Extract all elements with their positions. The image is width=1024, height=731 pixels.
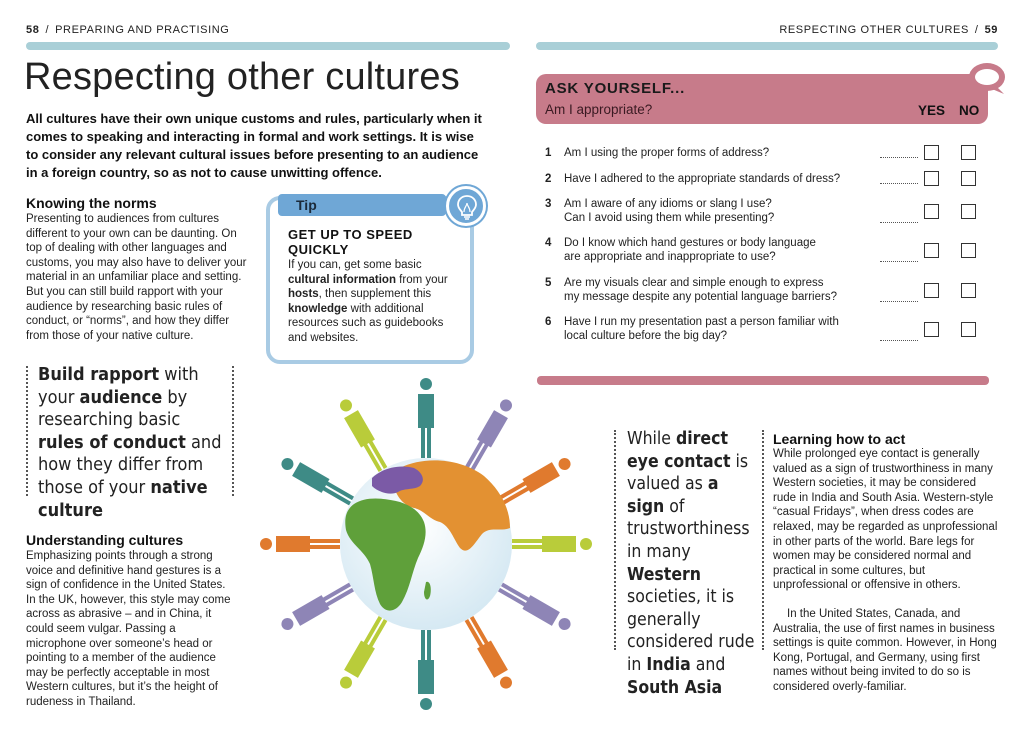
dotted-leader [880, 340, 918, 341]
intro-paragraph: All cultures have their own unique customs and rules, particularly when it comes to speaking and interacting in formal and work settings. It is wise to consider any relevant cultural issues before presenting to an audience in a foreign country, so as not to cause unwitting offence. [26, 111, 482, 180]
globe [340, 458, 512, 630]
no-checkbox[interactable] [961, 204, 976, 219]
left-section-title: PREPARING AND PRACTISING [55, 24, 230, 36]
right-running-header [779, 24, 998, 36]
lightbulb-icon [446, 186, 486, 226]
dotted-leader [880, 261, 918, 262]
no-checkbox[interactable] [961, 243, 976, 258]
question-number: 2 [545, 173, 552, 185]
dotted-leader [880, 157, 918, 158]
no-checkbox[interactable] [961, 145, 976, 160]
question-line-2: my message despite any potential language barriers? [564, 291, 837, 303]
left-header-rule [26, 42, 510, 50]
question-line-2: Can I avoid using them while presenting? [564, 212, 775, 224]
question-row [545, 236, 985, 266]
no-column-label: NO [959, 103, 980, 118]
learning-heading: Learning how to act [773, 431, 906, 447]
no-checkbox[interactable] [961, 171, 976, 186]
ask-yourself-bottom-bar [537, 376, 989, 385]
left-running-header [26, 24, 229, 36]
dotted-leader [880, 301, 918, 302]
question-line-2: local culture before the big day? [564, 330, 728, 342]
pull-quote-left: Build rapport with your audience by researching basic rules of conduct and how they differ from those of your native culture [38, 364, 222, 521]
left-page-number: 58 [26, 24, 40, 36]
question-row [545, 146, 985, 162]
quote-right-dotted-rule [614, 430, 616, 650]
dotted-leader [880, 222, 918, 223]
quote-left-dotted-rule [232, 366, 234, 496]
yes-column-label: YES [918, 103, 946, 118]
question-number: 5 [545, 277, 552, 289]
question-text [564, 197, 924, 225]
speech-bubble-icon [966, 60, 1008, 96]
ask-yourself-subtitle: Am I appropriate? [545, 102, 653, 117]
question-line-1: Am I aware of any idioms or slang I use? [564, 198, 772, 210]
yes-checkbox[interactable] [924, 204, 939, 219]
question-text [564, 315, 924, 343]
question-line-1: Am I using the proper forms of address? [564, 147, 770, 159]
question-line-1: Do I know which hand gestures or body language [564, 237, 816, 249]
slash-separator: / [974, 24, 979, 36]
learning-para-2: In the United States, Canada, and Australia, the use of first names in business settings is quite common. However, in Hong Kong, Portugal, and Germany, using first names without being invited to do so is considered overly-familiar. [773, 608, 997, 693]
tip-label: Tip [296, 197, 317, 213]
question-number: 1 [545, 147, 552, 159]
yes-checkbox[interactable] [924, 322, 939, 337]
question-line-1: Have I adhered to the appropriate standards of dress? [564, 173, 841, 185]
yes-checkbox[interactable] [924, 171, 939, 186]
question-row [545, 197, 985, 227]
pull-quote-right: While direct eye contact is valued as a sign of trustworthiness in many Western societies, it is generally considered rude in India and South Asia [627, 429, 755, 698]
right-header-rule [536, 42, 998, 50]
question-row [545, 276, 985, 306]
understanding-heading: Understanding cultures [26, 532, 184, 548]
quote-right-dotted-rule [762, 430, 764, 650]
yes-checkbox[interactable] [924, 243, 939, 258]
right-section-title: RESPECTING OTHER CULTURES [779, 24, 969, 36]
yes-checkbox[interactable] [924, 283, 939, 298]
question-row [545, 172, 985, 188]
slash-separator: / [45, 24, 50, 36]
knowing-norms-heading: Knowing the norms [26, 195, 157, 211]
globe-with-people-illustration [254, 372, 598, 716]
no-checkbox[interactable] [961, 283, 976, 298]
tip-heading: GET UP TO SPEED QUICKLY [288, 227, 413, 257]
no-checkbox[interactable] [961, 322, 976, 337]
dotted-leader [880, 183, 918, 184]
question-line-2: are appropriate and inappropriate to use? [564, 251, 776, 263]
question-number: 4 [545, 237, 552, 249]
question-number: 3 [545, 198, 552, 210]
learning-para-1: While prolonged eye contact is generally valued as a sign of trustworthiness in many Western societies, it may be considered rude in India and South Asia. Western-style “casual Fridays”, when dress codes are relaxed, may be regarded as unprofessional in other parts of the world. Bare legs for women may be considered normal and practical in some cultures, but unprofessional or offensive in others. [773, 448, 998, 592]
right-page-number: 59 [984, 24, 998, 36]
yes-checkbox[interactable] [924, 145, 939, 160]
page-title: Respecting other cultures [24, 56, 460, 98]
question-text [564, 276, 924, 304]
question-text [564, 146, 924, 160]
question-line-1: Are my visuals clear and simple enough to express [564, 277, 824, 289]
question-line-1: Have I run my presentation past a person familiar with [564, 316, 839, 328]
knowing-norms-body: Presenting to audiences from cultures different to your own can be daunting. On top of dealing with other languages and customs, you may also have to deliver your material in an unfamiliar place and setting. But you can still build rapport with your audience by researching basic rules of conduct, or “norms”, and how they differ from those of your native culture. [26, 213, 247, 342]
question-row [545, 315, 985, 345]
tip-body: If you can, get some basic cultural information from your hosts, then supplement this knowledge with additional resources such as guidebooks and websites. [288, 259, 448, 344]
question-text [564, 172, 924, 186]
quote-left-dotted-rule [26, 366, 28, 496]
ask-yourself-title: ASK YOURSELF... [545, 80, 686, 97]
understanding-body: Emphasizing points through a strong voice and definitive hand gestures is a sign of confidence in the United States. In the UK, however, this style may come across as abrasive – and in China, it could seem vulgar. Passing a microphone over someone’s head or pointing to a member of the audience may be perfectly acceptable in most Western cultures, but it’s the height of rudeness in Thailand. [26, 550, 231, 708]
question-number: 6 [545, 316, 552, 328]
question-text [564, 236, 924, 264]
